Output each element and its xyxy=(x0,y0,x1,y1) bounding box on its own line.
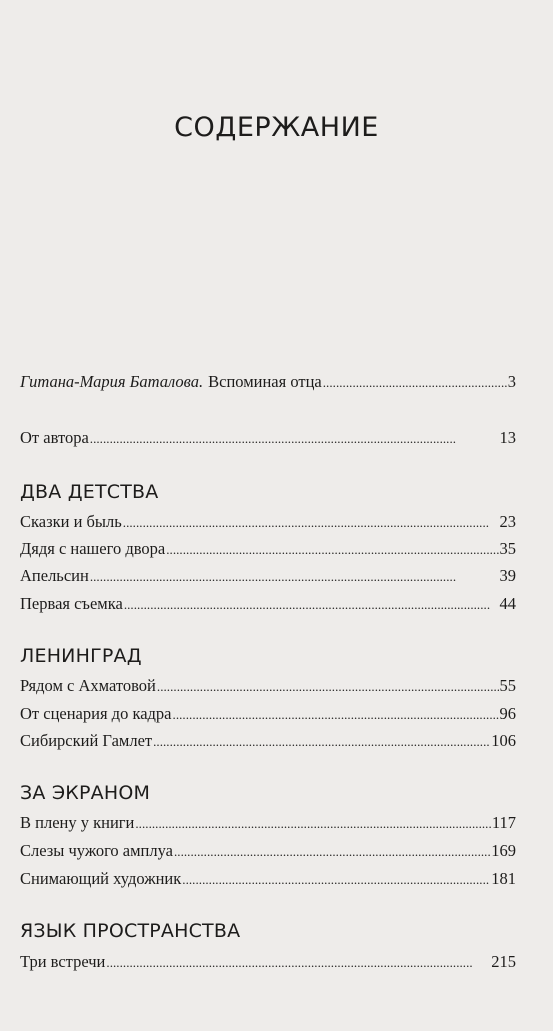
toc-entry-page: 106 xyxy=(491,731,516,750)
toc-entry-title: В плену у книги xyxy=(20,813,135,832)
toc-entry-title: Дядя с нашего двора xyxy=(20,539,166,558)
toc-entry-title: Три встречи xyxy=(20,952,106,971)
dot-leader xyxy=(106,955,490,971)
dot-leader xyxy=(90,569,499,585)
dot-leader xyxy=(166,542,498,558)
dot-leader xyxy=(182,872,490,888)
page-title: СОДЕРЖАНИЕ xyxy=(174,112,379,143)
section-heading: ЯЗЫК ПРОСТРАНСТВА xyxy=(20,920,241,942)
section-heading: ЛЕНИНГРАД xyxy=(20,645,142,667)
toc-entry[interactable] xyxy=(20,704,516,726)
toc-entry-title: Первая съемка xyxy=(20,594,123,613)
toc-entry-preface[interactable] xyxy=(20,372,516,394)
dot-leader xyxy=(153,734,490,750)
toc-entry-title: Апельсин xyxy=(20,566,89,585)
toc-entry-page: 3 xyxy=(507,372,516,391)
toc-entry[interactable] xyxy=(20,731,516,753)
toc-entry-author: Гитана-Мария Баталова. xyxy=(20,372,204,391)
dot-leader xyxy=(173,707,499,723)
toc-entry[interactable] xyxy=(20,676,516,698)
toc-entry[interactable] xyxy=(20,841,516,863)
toc-entry-title: Рядом с Ахматовой xyxy=(20,676,156,695)
toc-entry-title: От сценария до кадра xyxy=(20,704,172,723)
toc-entry[interactable] xyxy=(20,869,516,891)
toc-entry[interactable] xyxy=(20,566,516,588)
dot-leader xyxy=(90,431,499,447)
toc-entry[interactable] xyxy=(20,594,516,616)
dot-leader xyxy=(123,515,499,531)
dot-leader xyxy=(157,679,499,695)
toc-entry-page: 23 xyxy=(499,512,516,531)
toc-entry-page: 117 xyxy=(491,813,516,832)
toc-entry-from-author[interactable] xyxy=(20,428,516,450)
toc-entry[interactable] xyxy=(20,539,516,561)
dot-leader xyxy=(174,844,490,860)
toc-entry-page: 215 xyxy=(491,952,516,971)
toc-entry-page: 55 xyxy=(499,676,516,695)
toc-entry-page: 13 xyxy=(499,428,516,447)
toc-entry[interactable] xyxy=(20,952,516,974)
toc-entry-page: 35 xyxy=(499,539,516,558)
toc-entry-page: 39 xyxy=(499,566,516,585)
toc-entry[interactable] xyxy=(20,813,516,835)
section-heading: ЗА ЭКРАНОМ xyxy=(20,782,151,804)
toc-entry-title: Сибирский Гамлет xyxy=(20,731,153,750)
toc-entry-page: 96 xyxy=(499,704,516,723)
dot-leader xyxy=(124,597,499,613)
toc-entry-title: Вспоминая отца xyxy=(208,372,322,391)
dot-leader xyxy=(135,816,490,832)
toc-entry-title: Снимающий художник xyxy=(20,869,182,888)
dot-leader xyxy=(323,375,507,391)
toc-entry[interactable] xyxy=(20,512,516,534)
toc-entry-page: 44 xyxy=(499,594,516,613)
toc-entry-page: 181 xyxy=(491,869,516,888)
toc-entry-title: От автора xyxy=(20,428,89,447)
section-heading: ДВА ДЕТСТВА xyxy=(20,481,159,503)
toc-entry-title: Слезы чужого амплуа xyxy=(20,841,173,860)
toc-entry-title: Сказки и быль xyxy=(20,512,122,531)
toc-entry-page: 169 xyxy=(491,841,516,860)
